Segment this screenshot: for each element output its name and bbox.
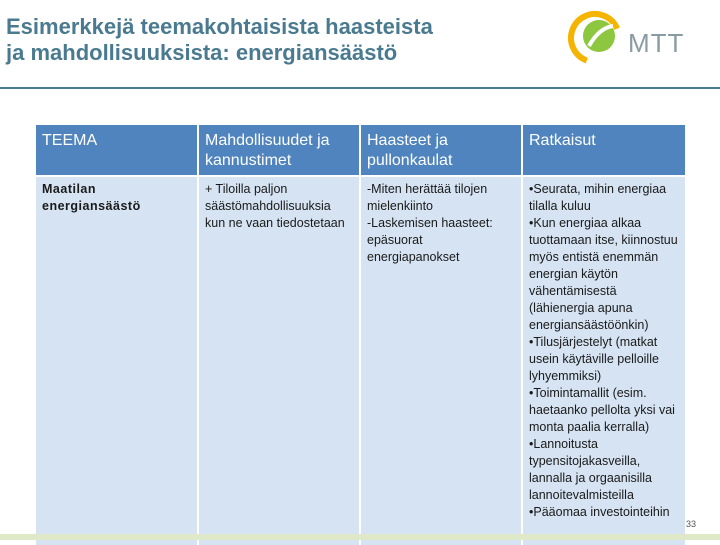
cell-haasteet	[360, 176, 522, 545]
table-row	[36, 176, 685, 545]
slide-title	[6, 14, 566, 66]
header-teema: TEEMA	[36, 125, 198, 176]
footer-bar	[0, 534, 720, 540]
haaste-item: -Miten herättää tilojen mielenkiinto	[367, 182, 488, 213]
themes-table	[36, 125, 685, 545]
ratkaisu-item: •Kun energiaa alkaa tuottamaan itse, kiinnostuu myös entistä enemmän energian käytön vähentämisestä (lähienergia apuna energiansäästöönkin)	[529, 216, 678, 332]
cell-mahdollisuudet: + Tiloilla paljon säästömahdollisuuksia kun ne vaan tiedostetaan	[198, 176, 360, 545]
cell-ratkaisut	[522, 176, 685, 545]
cell-teema: Maatilan energiansäästö	[36, 176, 198, 545]
ratkaisu-item: •Tilusjärjestelyt (matkat usein käytäville pelloille lyhyemmiksi)	[529, 335, 659, 383]
slide-title-line-1: Esimerkkejä teemakohtaisista haasteista	[6, 14, 433, 39]
slide-title-line-2: ja mahdollisuuksista: energiansäästö	[6, 40, 398, 65]
ratkaisu-item: •Pääomaa investointeihin	[529, 505, 670, 519]
ratkaisu-item: •Seurata, mihin energiaa tilalla kuluu	[529, 182, 667, 213]
logo-text: MTT	[628, 28, 685, 58]
title-divider	[0, 87, 720, 89]
header-mahdollisuudet: Mahdollisuudet ja kannustimet	[198, 125, 360, 176]
header-ratkaisut: Ratkaisut	[522, 125, 685, 176]
ratkaisu-item: •Lannoitusta typensitojakasveilla, lannalla ja orgaanisilla lannoitevalmisteilla	[529, 437, 652, 502]
haaste-item: -Laskemisen haasteet: epäsuorat energiapanokset	[367, 216, 493, 264]
page-number: 33	[686, 519, 697, 529]
header-haasteet: Haasteet ja pullonkaulat	[360, 125, 522, 176]
ratkaisu-item: •Toimintamallit (esim. haetaanko pellolta yksi vai monta paalia kerralla)	[529, 386, 675, 434]
table-header-row	[36, 125, 685, 176]
